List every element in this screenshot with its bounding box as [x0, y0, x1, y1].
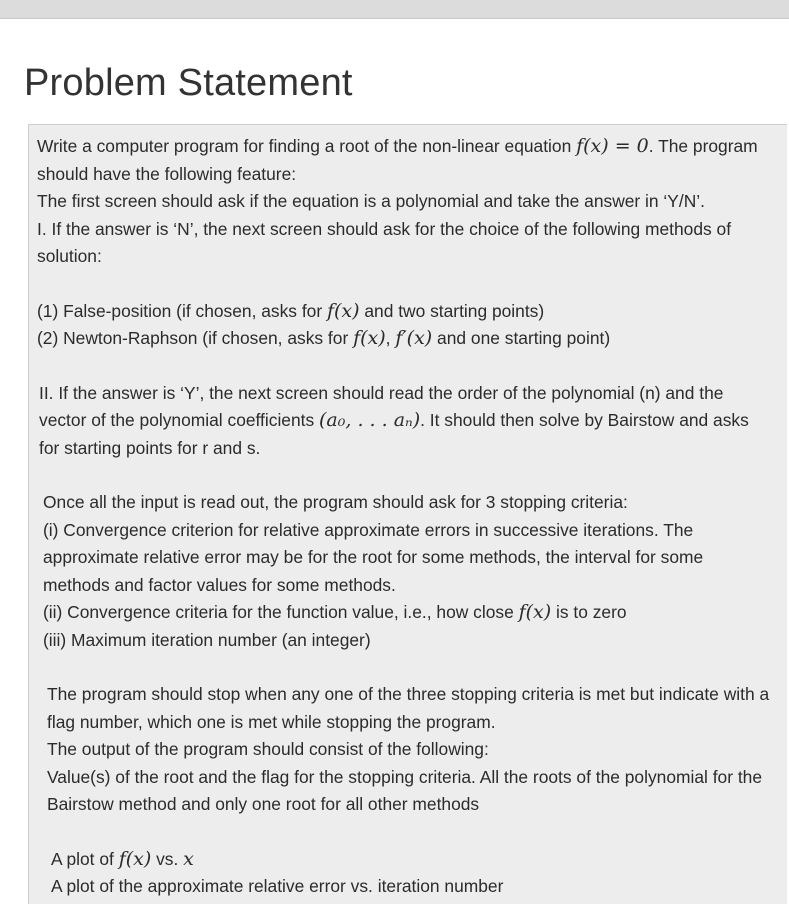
branch-y-paragraph: [37, 380, 773, 463]
plot1-text: A plot of: [51, 848, 119, 869]
browser-top-bar: [0, 0, 789, 19]
method2-text: (2) Newton-Raphson (if chosen, asks for: [37, 328, 354, 348]
method2-dfx: f′(x): [395, 327, 433, 349]
intro-text: Write a computer program for finding a root of the non-linear equation: [37, 136, 577, 156]
plot-error-vs-iteration: A plot of the approximate relative error vs. iteration number: [51, 876, 504, 896]
method-newton-raphson: [37, 328, 610, 348]
output-paragraph: [37, 681, 773, 819]
plots-paragraph: [37, 846, 773, 901]
stopping-intro: Once all the input is read out, the program should ask for 3 stopping criteria:: [43, 492, 628, 512]
method2-sep: ,: [385, 328, 396, 348]
criterion2-text-end: is to zero: [551, 602, 627, 622]
criterion-2: [43, 602, 627, 622]
plot-fx-vs-x: [51, 849, 194, 869]
method2-text-end: and one starting point): [432, 328, 611, 348]
problem-panel: [28, 124, 787, 904]
stop-rule: The program should stop when any one of the three stopping criteria is met but indicate with a flag number, which one is met while stopping the program.: [47, 684, 770, 732]
method1-text-end: and two starting points): [359, 300, 545, 321]
method1-fx: f(x): [326, 299, 360, 322]
criterion2-text: (ii) Convergence criteria for the function value, i.e., how close: [43, 602, 519, 622]
stopping-criteria-paragraph: [37, 489, 773, 654]
plot1-vs: vs.: [151, 848, 184, 869]
output-values: Value(s) of the root and the flag for the stopping criteria. All the roots of the polynomial for the Bairstow method and only one root for all other methods: [47, 766, 763, 814]
criterion-1: (i) Convergence criterion for relative approximate errors in successive iterations. The approximate relative error may be for the root for some methods, the interval for some methods and factor values for some methods.: [43, 519, 704, 595]
plot1-fx: f(x): [118, 847, 152, 870]
page-title: Problem Statement: [24, 62, 353, 104]
method-false-position: [37, 301, 544, 321]
criterion2-fx: f(x): [518, 601, 552, 623]
branch-n-text: I. If the answer is ‘N’, the next screen should ask for the choice of the following methods of solution:: [37, 218, 732, 266]
method2-fx: f(x): [353, 327, 386, 349]
intro-text-end: . The program should have the following feature:: [37, 136, 758, 184]
methods-list: [37, 298, 773, 353]
coefficient-vector: (a₀, . . . aₙ): [319, 409, 421, 431]
branch-y-text-end: . It should then solve by Bairstow and asks for starting points for r and s.: [39, 410, 749, 458]
equation-fx-zero: f(x) = 0: [576, 135, 649, 157]
plot1-x: x: [183, 847, 194, 870]
intro-paragraph: [37, 133, 773, 271]
output-intro: The output of the program should consist of the following:: [47, 739, 489, 759]
branch-y-text: II. If the answer is ‘Y’, the next screen should read the order of the polynomial (n) and the vector of the polynomial coefficients: [39, 382, 724, 430]
method1-text: (1) False-position (if chosen, asks for: [37, 300, 327, 321]
first-screen-text: The first screen should ask if the equation is a polynomial and take the answer in ‘Y/N’.: [37, 191, 705, 211]
criterion-3: (iii) Maximum iteration number (an integer): [43, 629, 371, 650]
